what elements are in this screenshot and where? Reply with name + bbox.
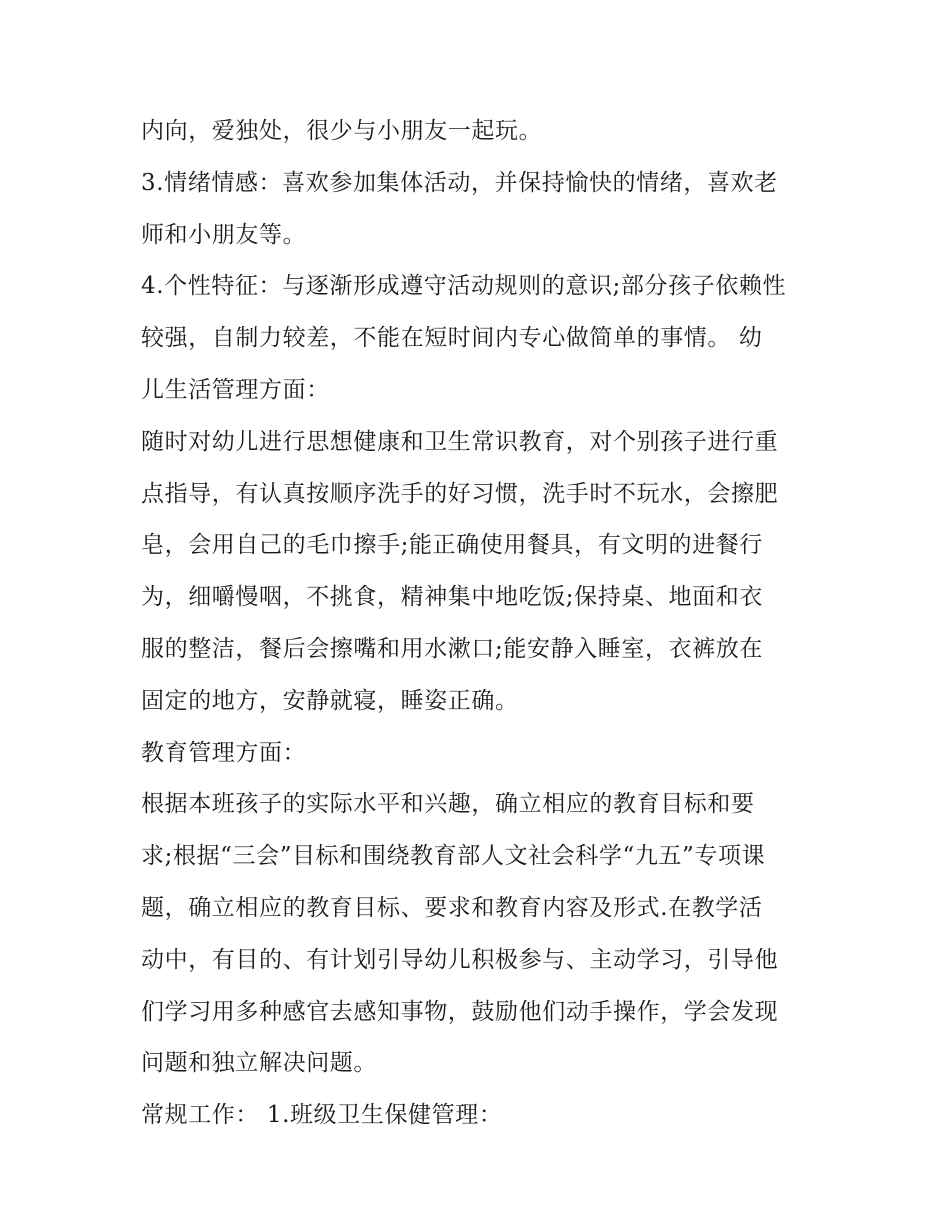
text-line: 师和小朋友等。 [141, 221, 307, 248]
section-heading: 教育管理方面： [141, 739, 307, 766]
section-heading: 常规工作： 1.班级卫生保健管理： [141, 1102, 503, 1129]
text-line: 内向，爱独处，很少与小朋友一起玩。 [141, 118, 543, 144]
text-line: 随时对幼儿进行思想健康和卫生常识教育，对个别孩子进行重 [141, 428, 779, 455]
text-line: 较强，自制力较差，不能在短时间内专心做简单的事情。 幼 [141, 325, 763, 352]
text-line: 服的整洁，餐后会擦嘴和用水漱口;能安静入睡室，衣裤放在 [141, 635, 763, 662]
text-line: 问题和独立解决问题。 [141, 1050, 377, 1077]
text-line: 求;根据“三会”目标和围绕教育部人文社会科学“九五”专项课 [141, 843, 766, 870]
text-line: 固定的地方，安静就寝，睡姿正确。 [141, 687, 519, 714]
document-body [141, 106, 821, 1142]
text-line: 点指导，有认真按顺序洗手的好习惯，洗手时不玩水，会擦肥 [141, 480, 779, 507]
text-line: 根据本班孩子的实际水平和兴趣，确立相应的教育目标和要 [141, 791, 755, 818]
section-heading: 儿生活管理方面： [141, 376, 330, 403]
text-line: 们学习用多种感官去感知事物，鼓励他们动手操作，学会发现 [141, 998, 779, 1025]
text-line: 4.个性特征：与逐渐形成遵守活动规则的意识;部分孩子依赖性 [141, 273, 787, 300]
text-line: 题，确立相应的教育目标、要求和教育内容及形式.在教学活 [141, 894, 763, 921]
text-line: 皂，会用自己的毛巾擦手;能正确使用餐具，有文明的进餐行 [141, 532, 763, 559]
text-line: 3.情绪情感：喜欢参加集体活动，并保持愉快的情绪，喜欢老 [141, 169, 778, 196]
text-line: 动中，有目的、有计划引导幼儿积极参与、主动学习，引导他 [141, 946, 779, 973]
text-line: 为，细嚼慢咽，不挑食，精神集中地吃饭;保持桌、地面和衣 [141, 584, 763, 611]
